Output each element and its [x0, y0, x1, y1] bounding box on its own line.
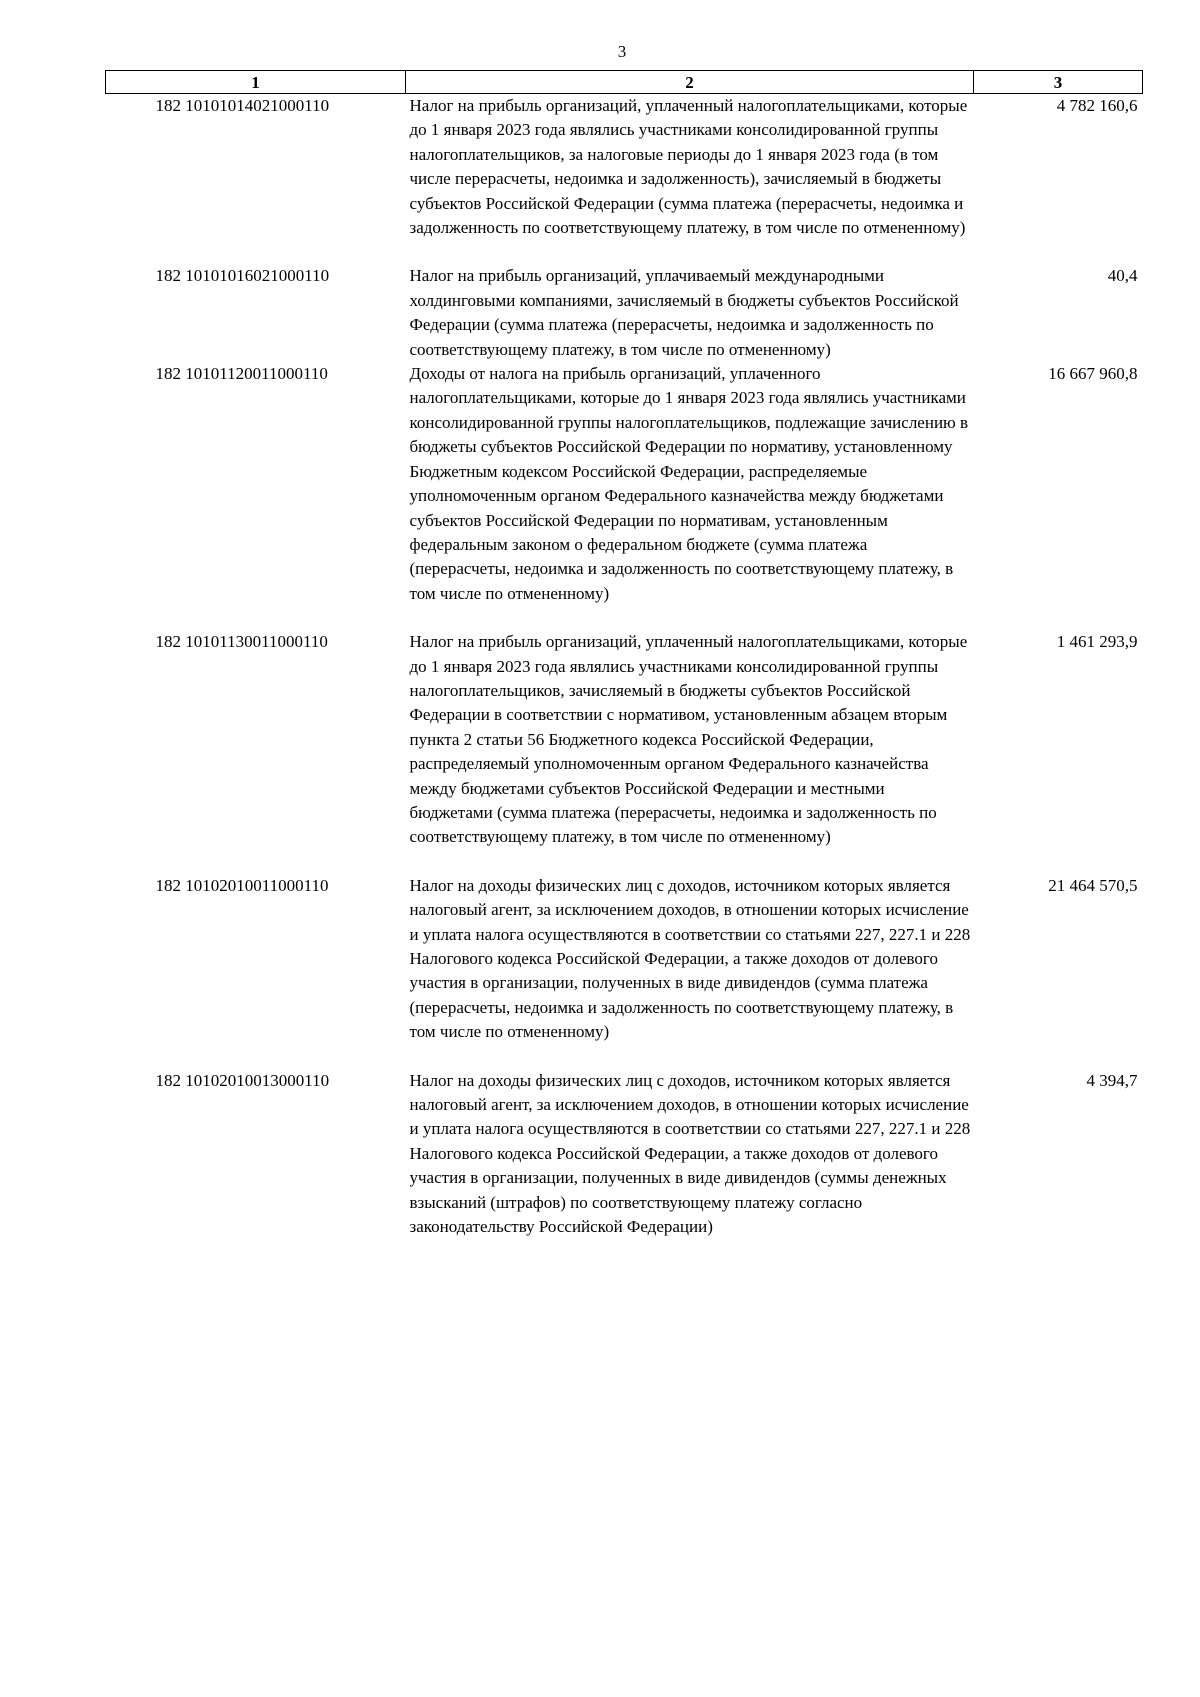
revenue-code: 182 10101120011000110: [155, 364, 328, 384]
revenue-amount: 40,4: [1107, 266, 1138, 286]
revenue-code: 182 10101014021000110: [155, 96, 330, 115]
table-row: [106, 874, 1143, 1069]
revenue-amount: 4 394,7: [1086, 1070, 1138, 1090]
column-header-3: 3: [974, 71, 1143, 94]
revenue-amount: 1 461 293,9: [1056, 632, 1138, 652]
revenue-description: Налог на доходы физических лиц с доходов, источником которых является налоговый агент, за исключением доходов, в отношении которых исчисление и уплата налога осуществляются в соответствии со статьями 227, 227.1 и 228 Налогового кодекса Российской Федерации, а также доходов от долевого участия в организации, полученных в виде дивидендов (суммы денежных взысканий (штрафов) по соответствующему платежу согласно законодательству Российской Федерации): [409, 1070, 971, 1237]
table-header-row: [106, 71, 1143, 94]
revenue-code: 182 10102010011000110: [155, 875, 329, 895]
table-row: [106, 1069, 1143, 1240]
revenue-description: Налог на прибыль организаций, уплаченный налогоплательщиками, которые до 1 января 2023 года являлись участниками консолидированной группы налогоплательщиков, за налоговые периоды до 1 января 2023 года (в том числе перерасчеты, недоимка и задолженность), зачисляемый в бюджеты субъектов Российской Федерации (сумма платежа (перерасчеты, недоимка и задолженность по соответствующему платежу, в том числе по отмененному): [409, 96, 968, 238]
table-row: [106, 264, 1143, 362]
column-header-1: 1: [106, 71, 406, 94]
table-row: [106, 630, 1143, 874]
revenue-description: Налог на доходы физических лиц с доходов, источником которых является налоговый агент, за исключением доходов, в отношении которых исчисление и уплата налога осуществляются в соответствии со статьями 227, 227.1 и 228 Налогового кодекса Российской Федерации, а также доходов от долевого участия в организации, полученных в виде дивидендов (сумма платежа (перерасчеты, недоимка и задолженность по соответствующему платежу, в том числе по отмененному): [409, 875, 971, 1042]
budget-revenue-table: [105, 70, 1143, 1239]
table-row: [106, 362, 1143, 630]
table-row: [106, 94, 1143, 265]
page-number: 3: [617, 42, 627, 61]
revenue-description: Доходы от налога на прибыль организаций, уплаченного налогоплательщиками, которые до 1 января 2023 года являлись участниками консолидированной группы налогоплательщиков, подлежащие зачислению в бюджеты субъектов Российской Федерации по нормативу, установленному Бюджетным кодексом Российской Федерации, распределяемые уполномоченным органом Федерального казначейства между бюджетами субъектов Российской Федерации по нормативам, установленным федеральным законом о федеральном бюджете (сумма платежа (перерасчеты, недоимка и задолженность по соответствующему платежу, в том числе по отмененному): [409, 364, 969, 603]
revenue-code: 182 10101016021000110: [155, 266, 330, 286]
column-header-2: 2: [406, 71, 974, 94]
revenue-amount: 16 667 960,8: [1048, 364, 1138, 384]
revenue-code: 182 10102010013000110: [155, 1070, 330, 1090]
revenue-code: 182 10101130011000110: [155, 632, 328, 652]
revenue-description: Налог на прибыль организаций, уплаченный налогоплательщиками, которые до 1 января 2023 года являлись участниками консолидированной группы налогоплательщиков, зачисляемый в бюджеты субъектов Российской Федерации в соответствии с нормативом, установленным абзацем вторым пункта 2 статьи 56 Бюджетного кодекса Российской Федерации, распределяемый уполномоченным органом Федерального казначейства между бюджетами субъектов Российской Федерации и местными бюджетами (сумма платежа (перерасчеты, недоимка и задолженность по соответствующему платежу, в том числе по отмененному): [409, 632, 968, 847]
revenue-amount: 4 782 160,6: [1056, 96, 1138, 115]
revenue-amount: 21 464 570,5: [1048, 875, 1138, 895]
revenue-description: Налог на прибыль организаций, уплачиваемый международными холдинговыми компаниями, зачисляемый в бюджеты субъектов Российской Федерации (сумма платежа (перерасчеты, недоимка и задолженность по соответствующему платежу, в том числе по отмененному): [409, 266, 959, 359]
